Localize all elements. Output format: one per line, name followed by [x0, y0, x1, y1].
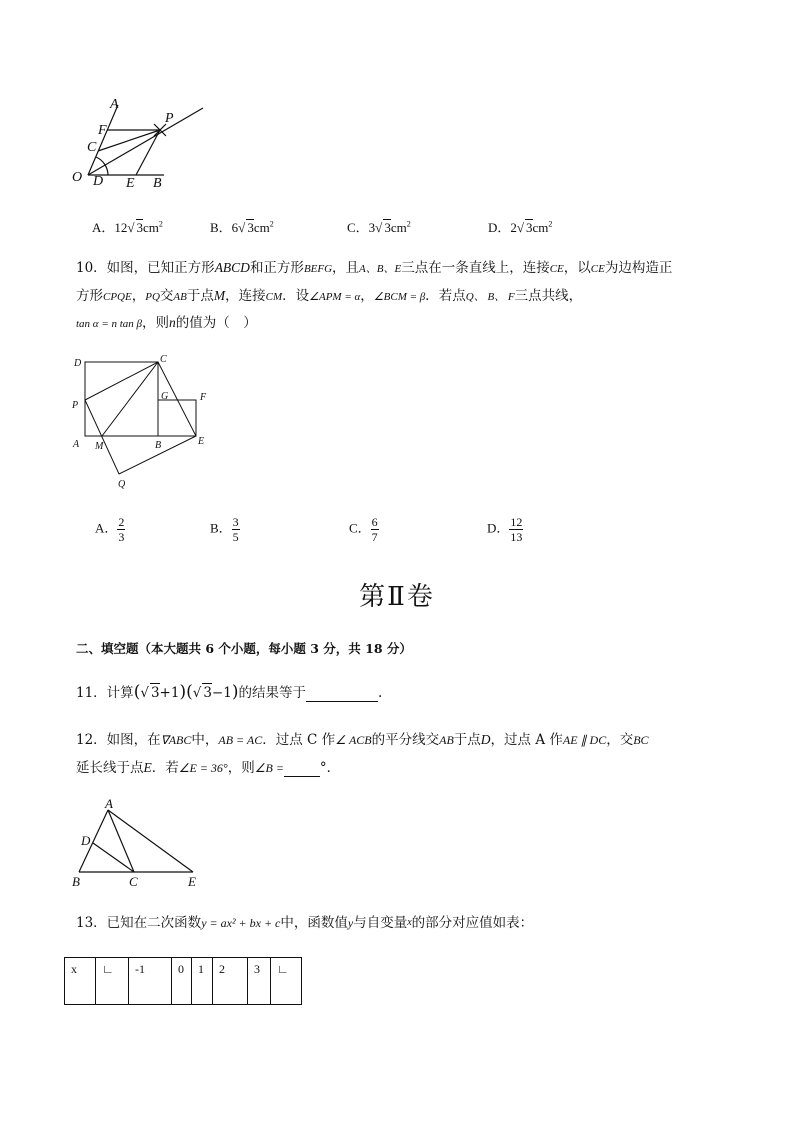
label-a: A: [73, 439, 80, 450]
table-cell: 3: [248, 958, 271, 1005]
label-b: B: [153, 176, 162, 191]
label-e: E: [188, 874, 196, 889]
figure-q10: [66, 352, 226, 492]
label-o: O: [72, 170, 83, 185]
q12-line-1: 12．如图，在∇ABC中，AB = AC．过点 C 作∠ ACB的平分线交AB于点D，过点 A 作AE ∥ DC，交BC: [76, 732, 649, 748]
label-p: P: [165, 111, 174, 126]
label-f: F: [200, 392, 207, 403]
label-b: B: [155, 440, 162, 451]
label-q: Q: [118, 479, 126, 490]
q9-option-d[interactable]: D．2√ $3cm^2$: [488, 219, 553, 235]
sqrt-icon: √: [238, 220, 246, 235]
q10-line-1: 10．如图，已知正方形ABCD和正方形BEFG，且A、B、E三点在一条直线上，连接CE，以CE为边构造正: [76, 260, 673, 276]
q10-line-2: 方形CPQE，PQ交AB于点M，连接CM．设∠APM = α，∠BCM = β．若点Q、 B、 F三点共线，: [76, 288, 583, 304]
q10-option-d[interactable]: D． $\frac{12}{13}$: [487, 515, 523, 544]
label-c: C: [129, 874, 138, 889]
sqrt-icon: √: [127, 220, 135, 235]
sqrt-icon: √: [516, 220, 525, 235]
q9-option-b[interactable]: B．6√ $3cm^2$: [210, 219, 274, 235]
section-title: 第Ⅱ卷: [359, 582, 435, 612]
label-f: F: [98, 123, 107, 138]
figure-q9: [60, 95, 220, 195]
label-a: A: [105, 796, 113, 811]
q10-option-b[interactable]: B． $\frac{3}{5}$: [210, 515, 239, 544]
q10-line-3: tan α = n tan β，则n的值为（ ）: [76, 315, 257, 331]
label-c: C: [87, 140, 97, 155]
figure-q12: [66, 795, 216, 895]
table-cell: 2: [213, 958, 248, 1005]
arc-cd: [96, 157, 108, 175]
table-cell: -1: [129, 958, 172, 1005]
label-d: D: [93, 174, 104, 189]
label-p: P: [72, 400, 79, 411]
q13-line: 13．已知在二次函数y = ax² + bx + c中，函数值y与自变量$^x$的部分对应值如表：: [76, 915, 534, 931]
table-cell: 0: [172, 958, 192, 1005]
table-cell: ∟: [271, 958, 302, 1005]
q10-option-a[interactable]: A． $\frac{2}{3}$: [95, 515, 125, 544]
label-g: G: [161, 391, 169, 402]
sqrt-icon: √: [192, 685, 202, 701]
sqrt-icon: √: [140, 685, 149, 701]
square-befg: [158, 400, 196, 436]
answer-blank[interactable]: [306, 687, 378, 702]
sqrt-icon: √: [375, 220, 383, 235]
label-b: B: [72, 874, 80, 889]
label-m: M: [95, 441, 104, 452]
q12-line-2: 延长线于点E．若∠E = 36°，则∠B = °．: [76, 760, 341, 776]
label-c: C: [160, 354, 167, 365]
square-cpqe: [85, 362, 196, 474]
answer-blank[interactable]: [284, 762, 320, 777]
label-a: A: [110, 97, 119, 112]
label-d: D: [81, 833, 91, 848]
table-cell: 1: [192, 958, 213, 1005]
label-e: E: [126, 176, 135, 191]
table-cell: ∟: [96, 958, 129, 1005]
label-d: D: [74, 358, 82, 369]
table-row: [65, 958, 302, 1005]
table-cell: x: [65, 958, 96, 1005]
value-table: [64, 957, 302, 1005]
q11-line: 11．计算(√ 3+1)(√ 3−1)的结果等于 .: [76, 682, 383, 702]
q10-option-c[interactable]: C． $\frac{6}{7}$: [349, 515, 378, 544]
q9-option-c[interactable]: C．3√ $3cm^2$: [347, 219, 411, 235]
section-header: 二、填空题（本大题共 6 个小题，每小题 3 分，共 18 分）: [76, 641, 412, 656]
q9-option-a[interactable]: A．12√ $3cm^2$: [92, 219, 163, 235]
label-e: E: [198, 436, 205, 447]
segment-cm: [102, 362, 158, 436]
